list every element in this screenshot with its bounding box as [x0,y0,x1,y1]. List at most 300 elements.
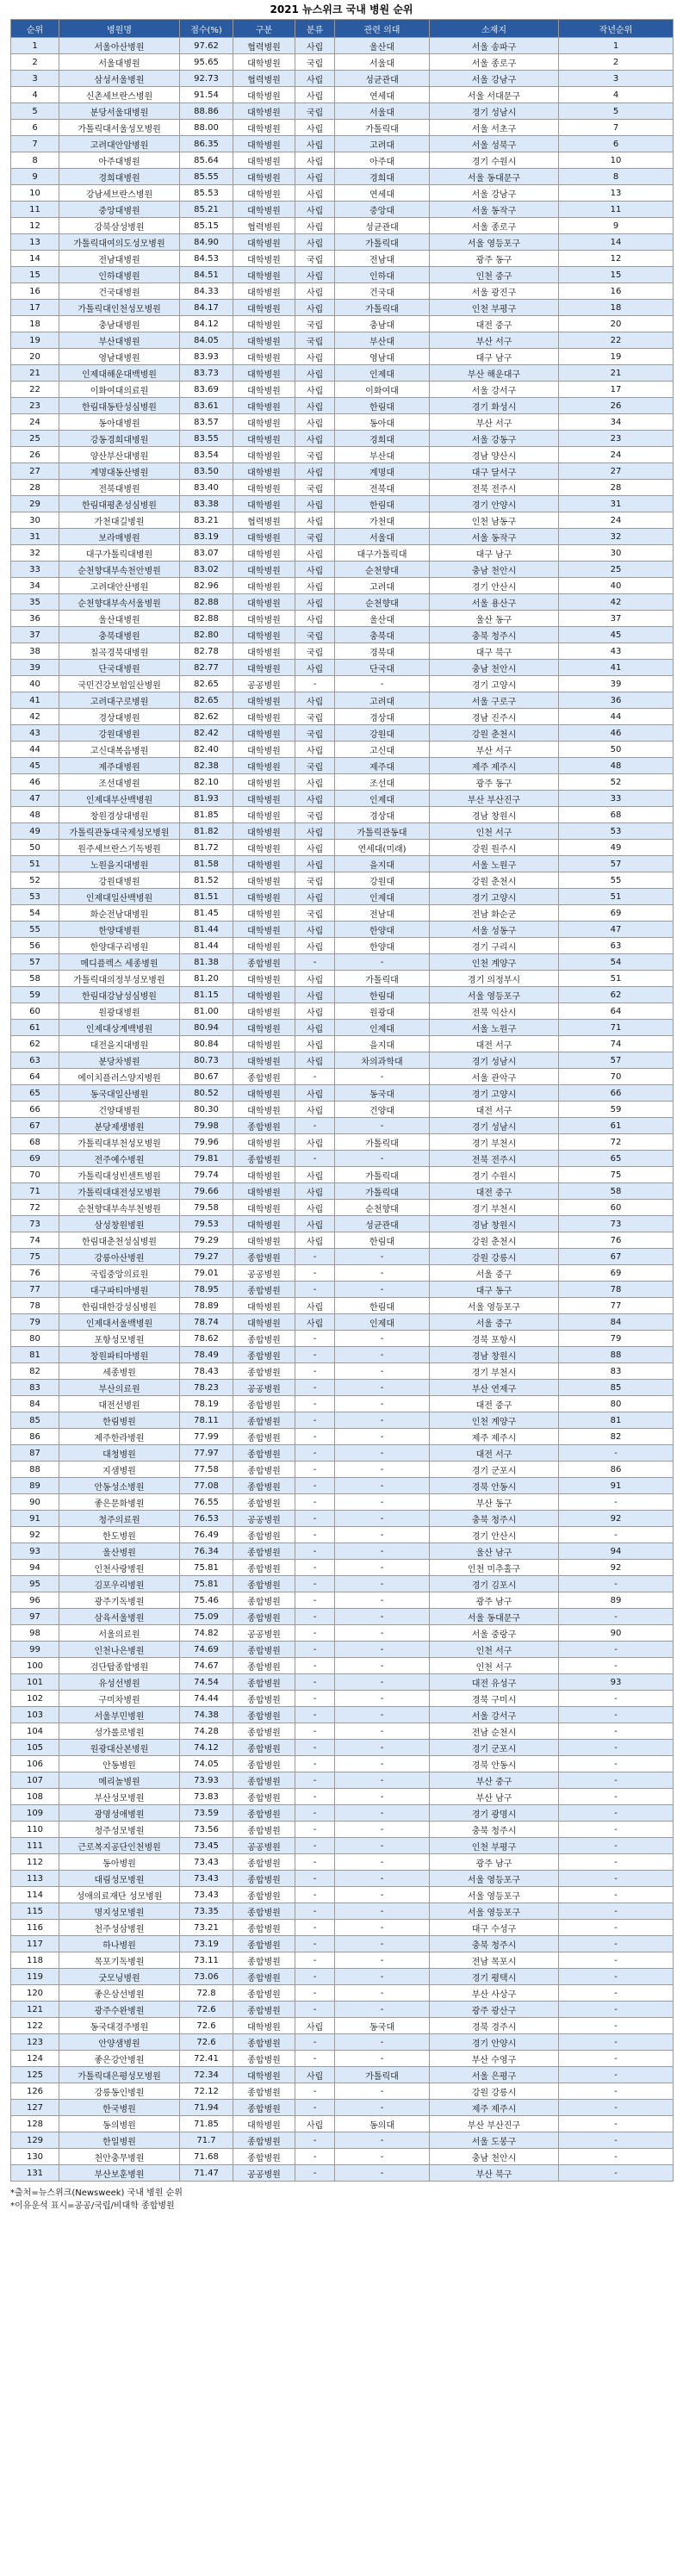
cell-hospital-name: 인제대일산백병원 [59,889,180,905]
cell-type: 종합병원 [233,1854,295,1871]
cell-hospital-name: 순천향대부속천안병원 [59,562,180,578]
cell-location: 경남 창원시 [430,1347,559,1363]
cell-rank: 112 [11,1854,59,1871]
cell-hospital-name: 순천향대부속부천병원 [59,1200,180,1216]
cell-hospital-name: 전북대병원 [59,480,180,496]
cell-last-year-rank: - [559,2018,674,2034]
cell-last-year-rank: 73 [559,1216,674,1232]
cell-last-year-rank: 3 [559,71,674,87]
cell-location: 부산 서구 [430,332,559,349]
cell-medical-school: 경희대 [335,169,430,185]
table-row [11,1543,674,1560]
cell-hospital-name: 좋은강안병원 [59,2051,180,2067]
cell-type: 대학병원 [233,1134,295,1151]
cell-medical-school: 가톨릭대 [335,120,430,136]
cell-category: - [295,676,335,692]
cell-location: 대전 중구 [430,316,559,332]
cell-category: - [295,2002,335,2018]
cell-location: 대전 서구 [430,1036,559,1052]
cell-rank: 30 [11,512,59,529]
cell-last-year-rank: 62 [559,987,674,1003]
cell-medical-school: - [335,1920,430,1936]
cell-rank: 57 [11,954,59,971]
cell-medical-school: 울산대 [335,611,430,627]
cell-medical-school: 동아대 [335,414,430,431]
table-row [11,1805,674,1822]
cell-hospital-name: 서울아산병원 [59,38,180,54]
cell-last-year-rank: 24 [559,512,674,529]
cell-category: 사립 [295,594,335,611]
cell-category: 국립 [295,529,335,545]
cell-type: 종합병원 [233,1674,295,1691]
cell-category: 사립 [295,218,335,234]
table-row [11,1167,674,1183]
cell-type: 대학병원 [233,938,295,954]
table-row [11,1609,674,1625]
cell-location: 대전 서구 [430,1102,559,1118]
table-row [11,2034,674,2051]
cell-location: 광주 동구 [430,774,559,791]
cell-medical-school: 건국대 [335,283,430,300]
cell-score: 74.69 [180,1642,233,1658]
cell-type: 종합병원 [233,1282,295,1298]
cell-category: - [295,1478,335,1494]
cell-location: 서울 영등포구 [430,1298,559,1314]
cell-hospital-name: 가톨릭대의정부성모병원 [59,971,180,987]
table-row [11,1216,674,1232]
cell-hospital-name: 대청병원 [59,1445,180,1462]
cell-type: 종합병원 [233,954,295,971]
header-hospital-name: 병원명 [59,20,180,38]
cell-rank: 37 [11,627,59,643]
table-row [11,414,674,431]
cell-medical-school: - [335,1871,430,1887]
cell-last-year-rank: 82 [559,1429,674,1445]
cell-hospital-name: 국립중앙의료원 [59,1265,180,1282]
cell-rank: 114 [11,1887,59,1903]
cell-hospital-name: 서울부민병원 [59,1707,180,1723]
cell-medical-school: 충남대 [335,316,430,332]
table-row [11,1969,674,1985]
cell-hospital-name: 성애의료재단 성모병원 [59,1887,180,1903]
cell-rank: 24 [11,414,59,431]
cell-type: 종합병원 [233,2132,295,2149]
cell-medical-school: 가톨릭대 [335,1134,430,1151]
cell-category: - [295,1576,335,1592]
cell-medical-school: - [335,2149,430,2165]
cell-type: 종합병원 [233,1723,295,1740]
table-row [11,889,674,905]
cell-last-year-rank: 93 [559,1674,674,1691]
cell-type: 공공병원 [233,1625,295,1642]
cell-hospital-name: 충남대병원 [59,316,180,332]
cell-hospital-name: 순천향대부속서울병원 [59,594,180,611]
header-type: 구분 [233,20,295,38]
table-row [11,758,674,774]
table-row [11,1249,674,1265]
cell-type: 대학병원 [233,823,295,840]
table-row [11,1756,674,1772]
cell-last-year-rank: - [559,2083,674,2100]
cell-hospital-name: 가톨릭대인천성모병원 [59,300,180,316]
cell-category: 국립 [295,54,335,71]
cell-location: 전남 화순군 [430,905,559,922]
cell-hospital-name: 부산의료원 [59,1380,180,1396]
cell-type: 대학병원 [233,971,295,987]
cell-type: 대학병원 [233,2067,295,2083]
cell-medical-school: - [335,1543,430,1560]
cell-last-year-rank: 8 [559,169,674,185]
cell-location: 서울 구로구 [430,692,559,709]
cell-rank: 32 [11,545,59,562]
cell-last-year-rank: 53 [559,823,674,840]
cell-last-year-rank: 65 [559,1151,674,1167]
cell-medical-school: 가톨릭대 [335,234,430,251]
cell-location: 서울 노원구 [430,856,559,872]
table-row [11,1396,674,1412]
cell-type: 종합병원 [233,1805,295,1822]
cell-category: 사립 [295,562,335,578]
cell-medical-school: 중앙대 [335,202,430,218]
cell-category: 사립 [295,742,335,758]
cell-last-year-rank: 12 [559,251,674,267]
cell-last-year-rank: 69 [559,1265,674,1282]
cell-last-year-rank: 94 [559,1543,674,1560]
cell-rank: 61 [11,1020,59,1036]
cell-category: 국립 [295,643,335,660]
cell-hospital-name: 한림대강남성심병원 [59,987,180,1003]
cell-category: 사립 [295,2067,335,2083]
cell-last-year-rank: 89 [559,1592,674,1609]
cell-hospital-name: 대전을지대병원 [59,1036,180,1052]
table-row [11,578,674,594]
cell-rank: 118 [11,1952,59,1969]
table-row [11,2100,674,2116]
cell-rank: 64 [11,1069,59,1085]
cell-location: 제주 제주시 [430,2100,559,2116]
cell-location: 서울 영등포구 [430,1903,559,1920]
cell-medical-school: - [335,2132,430,2149]
cell-score: 83.21 [180,512,233,529]
cell-last-year-rank: 13 [559,185,674,202]
cell-last-year-rank: 70 [559,1069,674,1085]
cell-score: 83.73 [180,365,233,382]
cell-location: 경기 고양시 [430,889,559,905]
cell-medical-school: - [335,1772,430,1789]
cell-type: 대학병원 [233,922,295,938]
cell-score: 79.58 [180,1200,233,1216]
table-row [11,2165,674,2182]
cell-medical-school: 가톨릭대 [335,1183,430,1200]
cell-medical-school: 연세대 [335,87,430,103]
table-row [11,1200,674,1216]
cell-type: 대학병원 [233,807,295,823]
cell-score: 81.15 [180,987,233,1003]
cell-type: 대학병원 [233,643,295,660]
cell-medical-school: - [335,1380,430,1396]
cell-medical-school: - [335,1445,430,1462]
cell-score: 82.96 [180,578,233,594]
cell-medical-school: 서울대 [335,54,430,71]
cell-type: 대학병원 [233,840,295,856]
cell-last-year-rank: 57 [559,1052,674,1069]
cell-last-year-rank: 21 [559,365,674,382]
table-row [11,1282,674,1298]
cell-rank: 81 [11,1347,59,1363]
cell-score: 73.43 [180,1854,233,1871]
cell-location: 인천 부평구 [430,300,559,316]
table-row [11,463,674,480]
cell-hospital-name: 강원대병원 [59,725,180,742]
cell-type: 대학병원 [233,152,295,169]
cell-location: 전남 목포시 [430,1952,559,1969]
cell-category: - [295,1723,335,1740]
cell-type: 대학병원 [233,1216,295,1232]
cell-location: 울산 남구 [430,1543,559,1560]
cell-location: 충남 천안시 [430,660,559,676]
cell-location: 부산 동구 [430,1494,559,1511]
table-row [11,512,674,529]
cell-hospital-name: 강릉동인병원 [59,2083,180,2100]
cell-rank: 31 [11,529,59,545]
cell-medical-school: 가톨릭대 [335,1167,430,1183]
cell-medical-school: - [335,1691,430,1707]
cell-score: 81.00 [180,1003,233,1020]
cell-last-year-rank: 63 [559,938,674,954]
cell-medical-school: 경희대 [335,431,430,447]
cell-hospital-name: 에이치플러스양지병원 [59,1069,180,1085]
header-rank: 순위 [11,20,59,38]
cell-medical-school: - [335,1592,430,1609]
cell-rank: 94 [11,1560,59,1576]
cell-location: 경기 안양시 [430,2034,559,2051]
cell-score: 75.09 [180,1609,233,1625]
cell-score: 78.95 [180,1282,233,1298]
cell-category: - [295,2100,335,2116]
cell-hospital-name: 강동경희대병원 [59,431,180,447]
cell-category: 사립 [295,692,335,709]
cell-rank: 119 [11,1969,59,1985]
cell-score: 83.38 [180,496,233,512]
cell-location: 부산 해운대구 [430,365,559,382]
cell-score: 83.40 [180,480,233,496]
cell-type: 종합병원 [233,1478,295,1494]
table-row [11,709,674,725]
cell-score: 77.08 [180,1478,233,1494]
cell-rank: 70 [11,1167,59,1183]
cell-type: 종합병원 [233,1069,295,1085]
cell-medical-school: 고려대 [335,136,430,152]
cell-hospital-name: 원주세브란스기독병원 [59,840,180,856]
cell-category: - [295,1347,335,1363]
cell-hospital-name: 대림성모병원 [59,1871,180,1887]
cell-medical-school: 고려대 [335,578,430,594]
cell-last-year-rank: 76 [559,1232,674,1249]
cell-type: 종합병원 [233,1985,295,2002]
cell-category: 사립 [295,2018,335,2034]
cell-location: 경북 구미시 [430,1691,559,1707]
table-row [11,1592,674,1609]
cell-hospital-name: 가톨릭대대전성모병원 [59,1183,180,1200]
cell-medical-school: - [335,1265,430,1282]
cell-rank: 21 [11,365,59,382]
cell-category: 사립 [295,398,335,414]
cell-rank: 93 [11,1543,59,1560]
cell-last-year-rank: - [559,1740,674,1756]
cell-location: 서울 종로구 [430,218,559,234]
cell-category: - [295,1331,335,1347]
cell-category: - [295,1592,335,1609]
cell-medical-school: 한림대 [335,496,430,512]
cell-category: - [295,1674,335,1691]
cell-location: 대전 유성구 [430,1674,559,1691]
cell-last-year-rank: - [559,2002,674,2018]
cell-rank: 88 [11,1462,59,1478]
cell-location: 경기 구리시 [430,938,559,954]
cell-last-year-rank: 2 [559,54,674,71]
table-row [11,938,674,954]
cell-medical-school: 을지대 [335,1036,430,1052]
table-row [11,1560,674,1576]
cell-last-year-rank: 88 [559,1347,674,1363]
cell-hospital-name: 울산병원 [59,1543,180,1560]
cell-hospital-name: 경희대병원 [59,169,180,185]
cell-type: 대학병원 [233,87,295,103]
cell-score: 83.07 [180,545,233,562]
cell-medical-school: - [335,2165,430,2182]
cell-type: 대학병원 [233,1036,295,1052]
cell-medical-school: 한림대 [335,1232,430,1249]
cell-type: 종합병원 [233,1412,295,1429]
cell-score: 79.27 [180,1249,233,1265]
cell-hospital-name: 청주의료원 [59,1511,180,1527]
cell-medical-school: 아주대 [335,152,430,169]
cell-type: 종합병원 [233,1658,295,1674]
cell-hospital-name: 김포우리병원 [59,1576,180,1592]
cell-rank: 28 [11,480,59,496]
cell-last-year-rank: 28 [559,480,674,496]
cell-rank: 36 [11,611,59,627]
cell-score: 74.38 [180,1707,233,1723]
cell-type: 대학병원 [233,136,295,152]
cell-last-year-rank: 6 [559,136,674,152]
cell-type: 대학병원 [233,251,295,267]
cell-medical-school: - [335,1069,430,1085]
cell-hospital-name: 창원경상대병원 [59,807,180,823]
cell-type: 종합병원 [233,1789,295,1805]
table-row [11,1723,674,1740]
cell-score: 84.90 [180,234,233,251]
cell-score: 85.64 [180,152,233,169]
cell-category: 사립 [295,856,335,872]
cell-type: 대학병원 [233,283,295,300]
cell-score: 83.57 [180,414,233,431]
cell-category: - [295,1789,335,1805]
cell-hospital-name: 강릉아산병원 [59,1249,180,1265]
cell-category: - [295,1822,335,1838]
cell-type: 대학병원 [233,414,295,431]
cell-type: 대학병원 [233,1102,295,1118]
cell-category: 사립 [295,463,335,480]
table-row [11,1298,674,1314]
cell-medical-school: - [335,1462,430,1478]
cell-medical-school: 울산대 [335,38,430,54]
cell-score: 81.52 [180,872,233,889]
cell-location: 경기 안산시 [430,1527,559,1543]
cell-type: 종합병원 [233,1609,295,1625]
cell-medical-school: 건양대 [335,1102,430,1118]
cell-type: 공공병원 [233,676,295,692]
table-row [11,2018,674,2034]
cell-last-year-rank: - [559,1871,674,1887]
cell-medical-school: 가톨릭대 [335,971,430,987]
table-row [11,1985,674,2002]
cell-location: 부산 서구 [430,414,559,431]
cell-location: 광주 남구 [430,1854,559,1871]
cell-category: - [295,1740,335,1756]
cell-last-year-rank: 32 [559,529,674,545]
cell-last-year-rank: 37 [559,611,674,627]
table-row [11,1478,674,1494]
cell-rank: 107 [11,1772,59,1789]
table-row [11,1232,674,1249]
table-row [11,1772,674,1789]
cell-last-year-rank: 11 [559,202,674,218]
cell-category: 사립 [295,1020,335,1036]
cell-hospital-name: 인천나은병원 [59,1642,180,1658]
cell-last-year-rank: 60 [559,1200,674,1216]
cell-medical-school: - [335,2002,430,2018]
cell-score: 81.44 [180,922,233,938]
cell-location: 광주 남구 [430,1592,559,1609]
table-row [11,202,674,218]
cell-medical-school: 인제대 [335,791,430,807]
cell-score: 73.43 [180,1871,233,1887]
table-row [11,267,674,283]
cell-score: 84.17 [180,300,233,316]
table-row [11,1920,674,1936]
cell-last-year-rank: 66 [559,1085,674,1102]
cell-score: 73.83 [180,1789,233,1805]
cell-score: 82.40 [180,742,233,758]
cell-hospital-name: 서울대병원 [59,54,180,71]
cell-location: 경기 성남시 [430,103,559,120]
cell-location: 대전 중구 [430,1183,559,1200]
cell-hospital-name: 조선대병원 [59,774,180,791]
cell-type: 대학병원 [233,2116,295,2132]
cell-location: 서울 광진구 [430,283,559,300]
cell-hospital-name: 좋은문화병원 [59,1494,180,1511]
cell-type: 종합병원 [233,1462,295,1478]
cell-type: 대학병원 [233,1200,295,1216]
cell-medical-school: 대구가톨릭대 [335,545,430,562]
cell-score: 78.11 [180,1412,233,1429]
table-row [11,1642,674,1658]
cell-type: 종합병원 [233,1151,295,1167]
cell-category: 사립 [295,2116,335,2132]
cell-medical-school: 성균관대 [335,1216,430,1232]
cell-medical-school: 전북대 [335,480,430,496]
cell-last-year-rank: - [559,1494,674,1511]
table-row [11,660,674,676]
cell-rank: 41 [11,692,59,709]
cell-hospital-name: 목포기독병원 [59,1952,180,1969]
cell-category: 사립 [295,1085,335,1102]
cell-score: 79.74 [180,1167,233,1183]
cell-location: 서울 서초구 [430,120,559,136]
cell-location: 경기 의정부시 [430,971,559,987]
cell-hospital-name: 천주성삼병원 [59,1920,180,1936]
